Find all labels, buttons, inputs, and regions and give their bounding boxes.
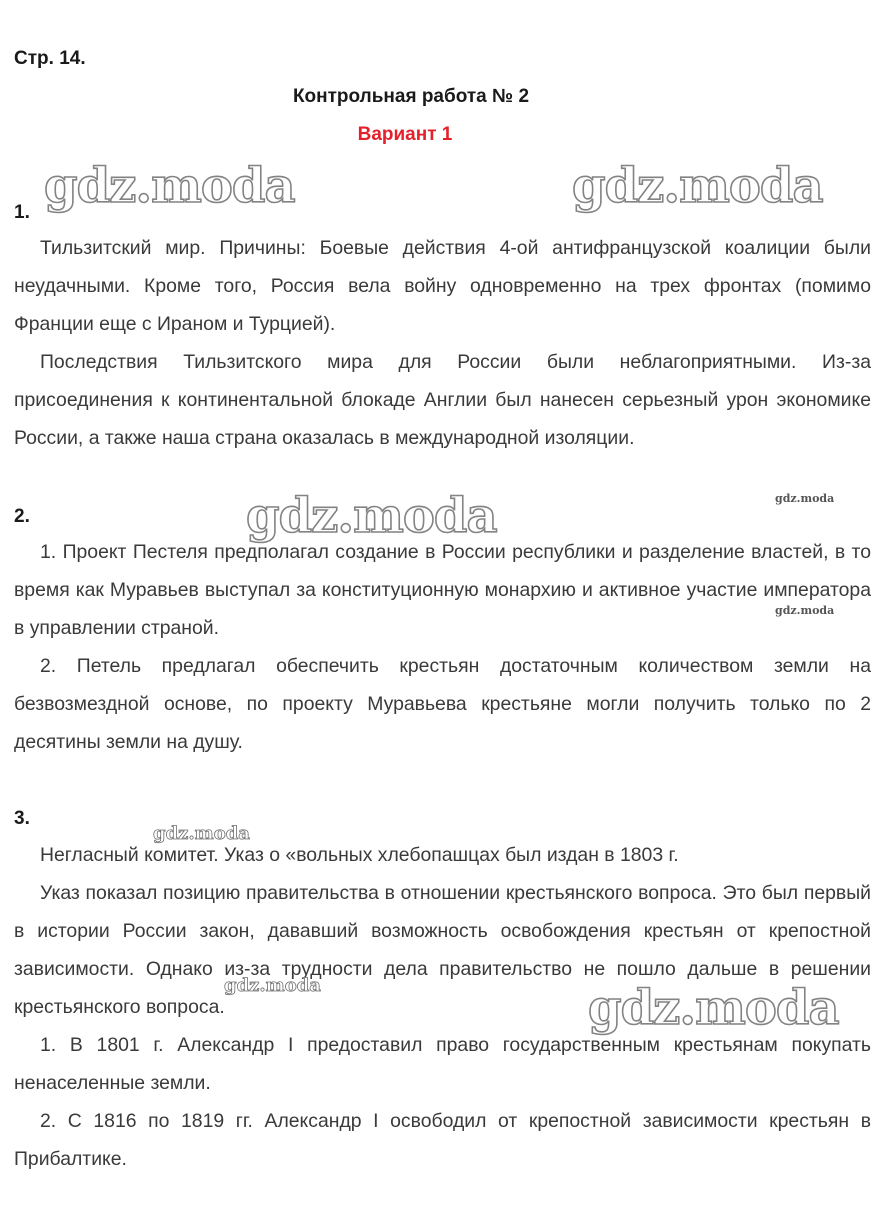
- section-number-1: 1.: [14, 202, 30, 223]
- watermark: gdz.moda: [44, 158, 295, 214]
- section-1-paragraph-1: Тильзитский мир. Причины: Боевые действия 4-ой антифранцузской коалиции были неудачными. Кроме того, Россия вела войну одновременно на трех фронтах (помимо Франции еще с Ираном и Турцией).: [14, 237, 871, 335]
- section-3-paragraph-4: 2. С 1816 по 1819 гг. Александр I освободил от крепостной зависимости крестьян в Прибалтике.: [14, 1110, 871, 1170]
- watermark: gdz.moda: [246, 488, 497, 544]
- watermark: gdz.moda: [572, 158, 823, 214]
- section-3-paragraph-2: Указ показал позицию правительства в отношении крестьянского вопроса. Это был первый в истории России закон, дававший возможность освобождения крестьян от крепостной зависимости. Однако из-за трудности дела правительство не пошло дальше в решении крестьянского вопроса.: [14, 882, 871, 1018]
- section-2-paragraph-2: 2. Петель предлагал обеспечить крестьян достаточным количеством земли на безвозмездной основе, по проекту Муравьева крестьяне могли получить только по 2 десятины земли на душу.: [14, 655, 871, 753]
- page-reference: Стр. 14.: [14, 48, 86, 69]
- section-number-3: 3.: [14, 808, 30, 829]
- section-2-paragraph-1: 1. Проект Пестеля предполагал создание в России республики и разделение властей, в то время как Муравьев выступал за конституционную монархию и активное участие императора в управлении страной.: [14, 541, 871, 639]
- watermark-small: gdz.moda: [775, 492, 835, 505]
- watermark-medium: gdz.moda: [153, 823, 250, 844]
- section-1-paragraph-2: Последствия Тильзитского мира для России были неблагоприятными. Из-за присоединения к континентальной блокаде Англии был нанесен серьезный урон экономике России, а также наша страна оказалась в международной изоляции.: [14, 351, 871, 449]
- section-3-paragraph-3: 1. В 1801 г. Александр I предоставил право государственным крестьянам покупать ненаселенные земли.: [14, 1034, 871, 1094]
- section-3-paragraph-1: Негласный комитет. Указ о «вольных хлебопашцах был издан в 1803 г.: [40, 844, 679, 866]
- section-number-2: 2.: [14, 506, 30, 527]
- watermark: gdz.moda: [588, 980, 839, 1036]
- variant-label: Вариант 1: [357, 124, 453, 145]
- test-title: Контрольная работа № 2: [292, 86, 530, 107]
- watermark-medium: gdz.moda: [224, 975, 321, 996]
- watermark-small: gdz.moda: [775, 604, 835, 617]
